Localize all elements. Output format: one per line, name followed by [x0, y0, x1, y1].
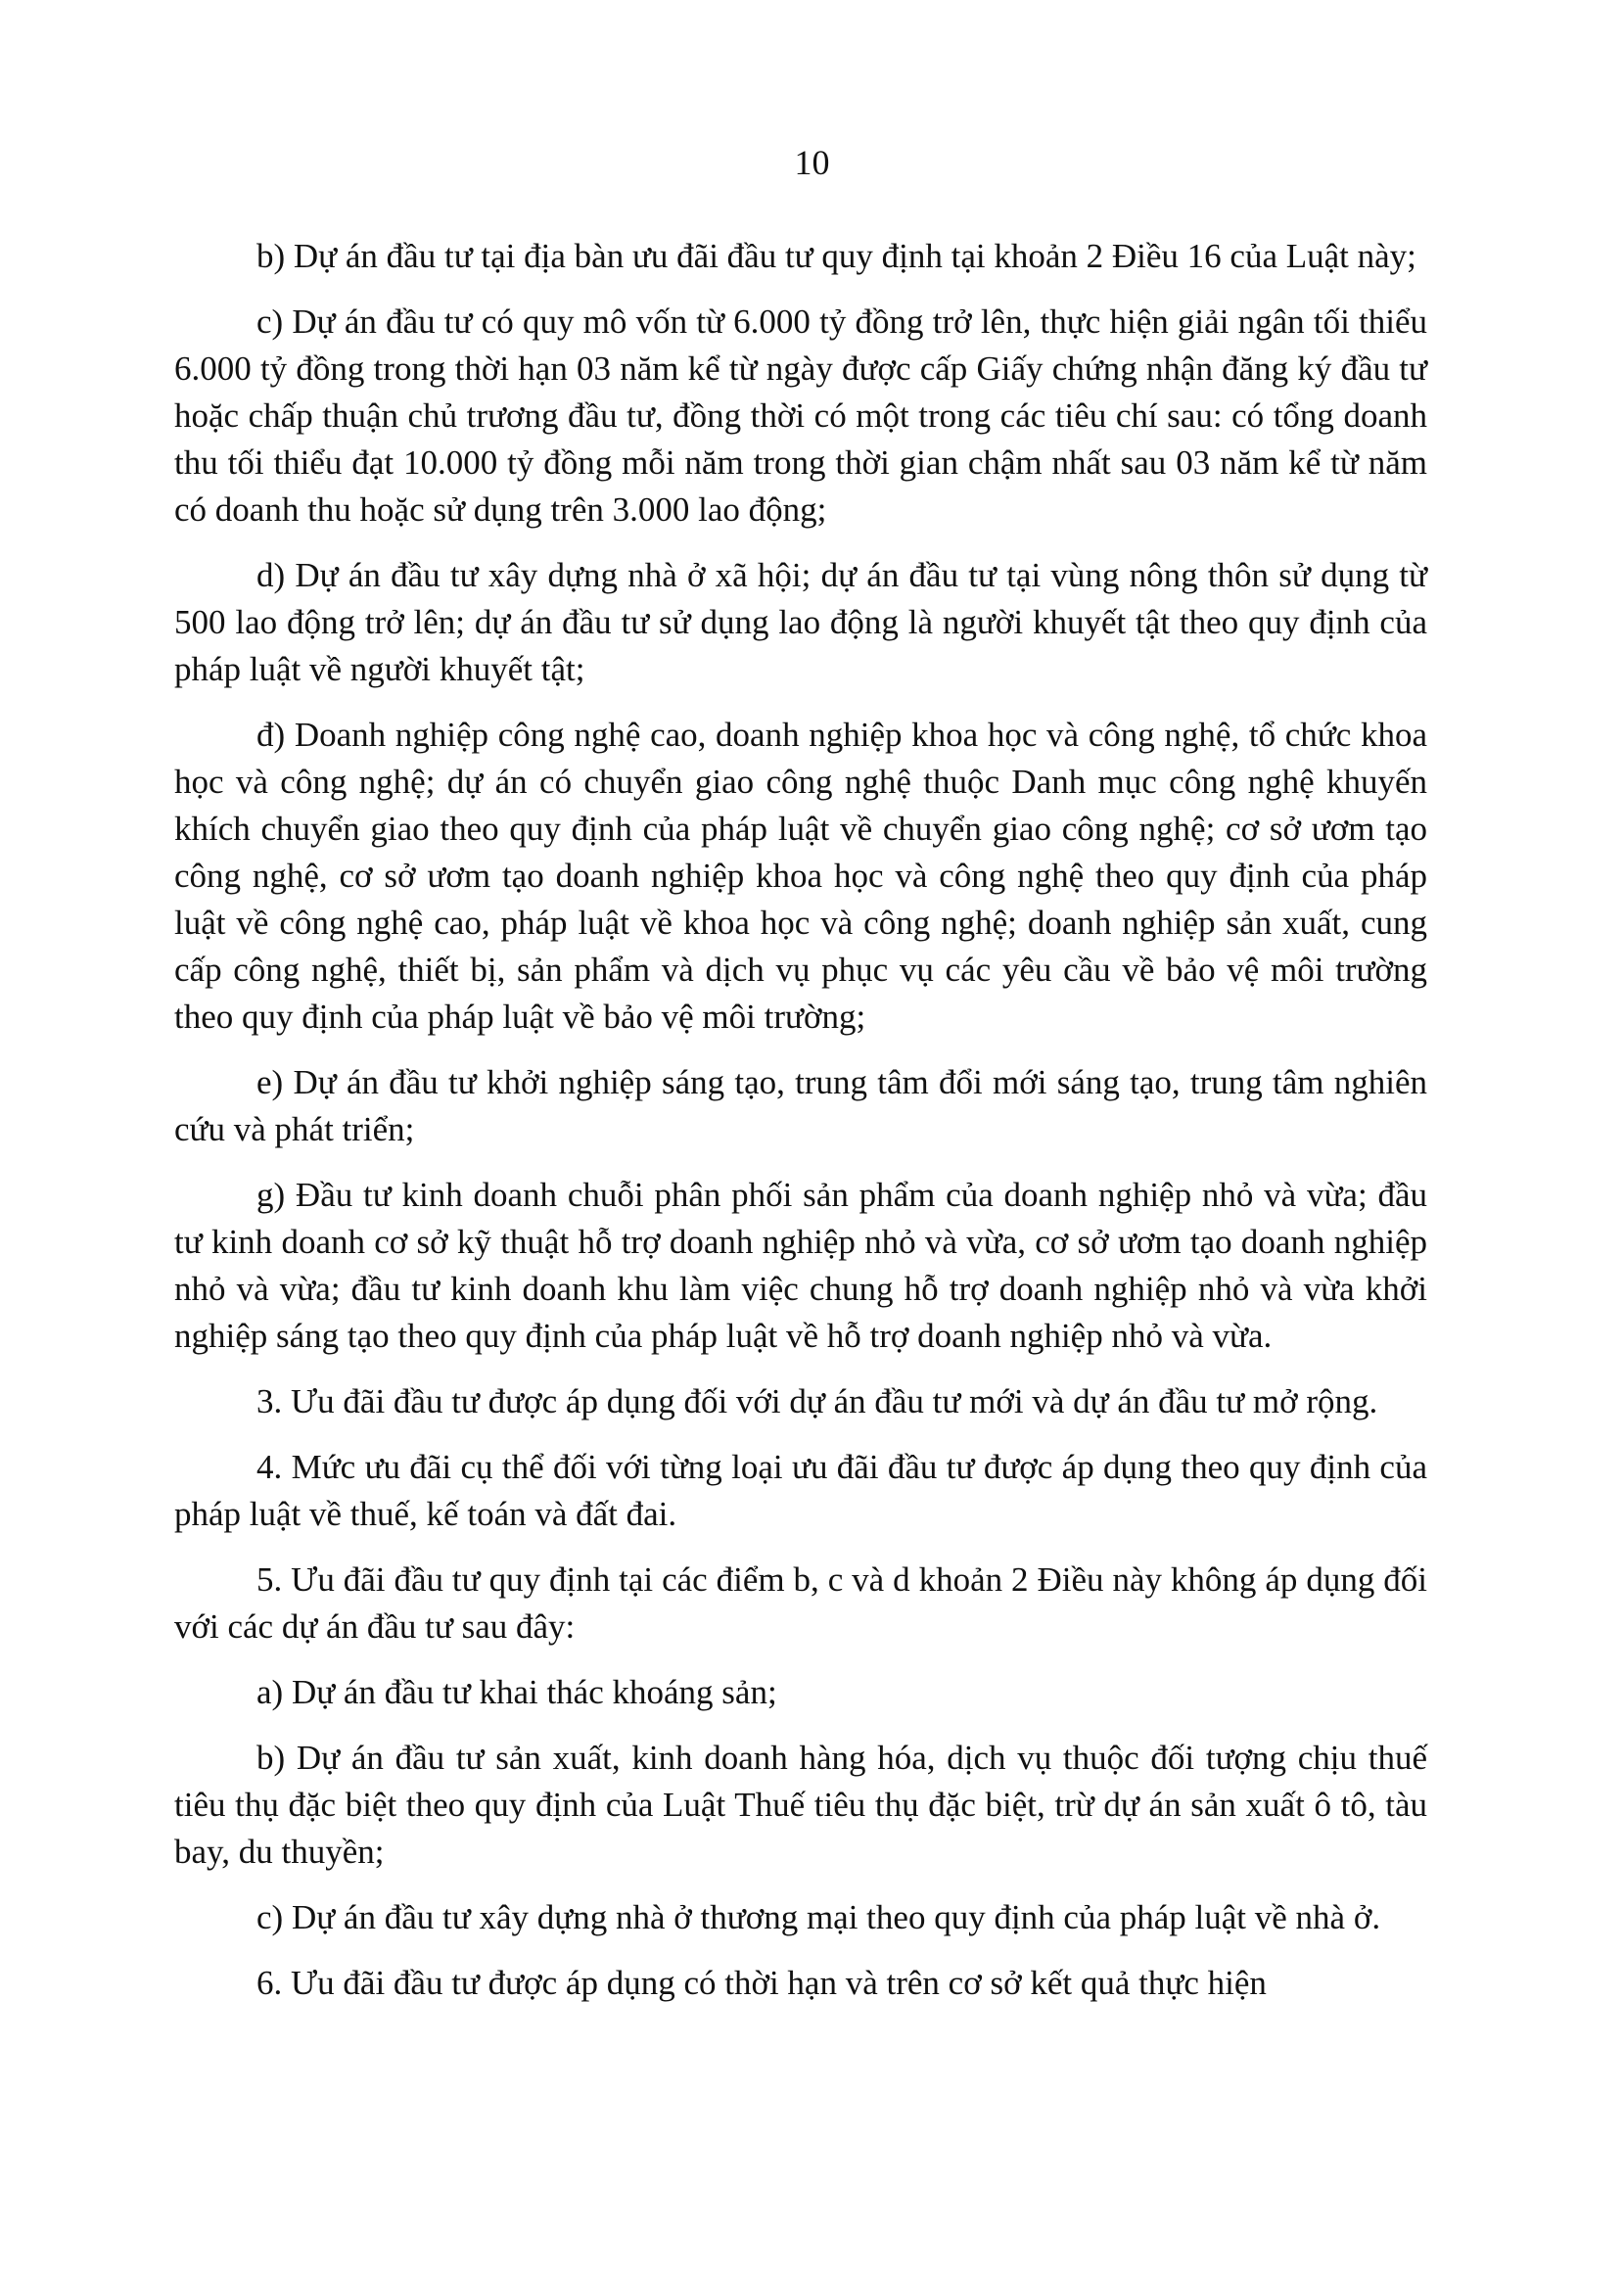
- paragraph-3-du-an-moi: 3. Ưu đãi đầu tư được áp dụng đối với dự án đầu tư mới và dự án đầu tư mở rộng.: [256, 1382, 1378, 1420]
- page-number: 10: [794, 143, 830, 182]
- paragraph-4-muc-uu-dai: 4. Mức ưu đãi cụ thể đối với từng loại ưu đãi đầu tư được áp dụng theo quy định của pháp luật về thuế, kế toán và đất đai.: [174, 1448, 1427, 1533]
- paragraph-e-khoi-nghiep: e) Dự án đầu tư khởi nghiệp sáng tạo, trung tâm đổi mới sáng tạo, trung tâm nghiên cứu và phát triển;: [174, 1063, 1427, 1148]
- paragraph-6-thoi-han: 6. Ưu đãi đầu tư được áp dụng có thời hạn và trên cơ sở kết quả thực hiện: [256, 1964, 1267, 2002]
- paragraph-g-chuoi-phan-phoi: g) Đầu tư kinh doanh chuỗi phân phối sản phẩm của doanh nghiệp nhỏ và vừa; đầu tư kinh doanh cơ sở kỹ thuật hỗ trợ doanh nghiệp nhỏ và vừa, cơ sở ươm tạo doanh nghiệp nhỏ và vừa; đầu tư kinh doanh khu làm việc chung hỗ trợ doanh nghiệp nhỏ và vừa khởi nghiệp sáng tạo theo quy định của pháp luật về hỗ trợ doanh nghiệp nhỏ và vừa.: [174, 1176, 1427, 1355]
- document-body: [174, 233, 1427, 2025]
- paragraph-5b-tieu-thu-dac-biet: b) Dự án đầu tư sản xuất, kinh doanh hàng hóa, dịch vụ thuộc đối tượng chịu thuế tiêu thụ đặc biệt theo quy định của Luật Thuế tiêu thụ đặc biệt, trừ dự án sản xuất ô tô, tàu bay, du thuyền;: [174, 1739, 1427, 1871]
- paragraph-d-nha-o-xa-hoi: d) Dự án đầu tư xây dựng nhà ở xã hội; dự án đầu tư tại vùng nông thôn sử dụng từ 500 lao động trở lên; dự án đầu tư sử dụng lao động là người khuyết tật theo quy định của pháp luật về người khuyết tật;: [174, 556, 1427, 688]
- paragraph-5a-khoang-san: a) Dự án đầu tư khai thác khoáng sản;: [256, 1673, 777, 1711]
- paragraph-5-khong-ap-dung: 5. Ưu đãi đầu tư quy định tại các điểm b, c và d khoản 2 Điều này không áp dụng đối với các dự án đầu tư sau đây:: [174, 1560, 1427, 1646]
- paragraph-b-uu-dai-dia-ban: b) Dự án đầu tư tại địa bàn ưu đãi đầu tư quy định tại khoản 2 Điều 16 của Luật này;: [256, 237, 1416, 275]
- paragraph-dd-cong-nghe-cao: đ) Doanh nghiệp công nghệ cao, doanh nghiệp khoa học và công nghệ, tổ chức khoa học và công nghệ; dự án có chuyển giao công nghệ thuộc Danh mục công nghệ khuyến khích chuyển giao theo quy định của pháp luật về chuyển giao công nghệ; cơ sở ươm tạo công nghệ, cơ sở ươm tạo doanh nghiệp khoa học và công nghệ theo quy định của pháp luật về công nghệ cao, pháp luật về khoa học và công nghệ; doanh nghiệp sản xuất, cung cấp công nghệ, thiết bị, sản phẩm và dịch vụ phục vụ các yêu cầu về bảo vệ môi trường theo quy định của pháp luật về bảo vệ môi trường;: [174, 716, 1427, 1036]
- paragraph-5c-nha-o-thuong-mai: c) Dự án đầu tư xây dựng nhà ở thương mại theo quy định của pháp luật về nhà ở.: [256, 1898, 1381, 1936]
- paragraph-c-quy-mo-von: c) Dự án đầu tư có quy mô vốn từ 6.000 tỷ đồng trở lên, thực hiện giải ngân tối thiểu 6.000 tỷ đồng trong thời hạn 03 năm kể từ ngày được cấp Giấy chứng nhận đăng ký đầu tư hoặc chấp thuận chủ trương đầu tư, đồng thời có một trong các tiêu chí sau: có tổng doanh thu tối thiểu đạt 10.000 tỷ đồng mỗi năm trong thời gian chậm nhất sau 03 năm kể từ năm có doanh thu hoặc sử dụng trên 3.000 lao động;: [174, 302, 1427, 529]
